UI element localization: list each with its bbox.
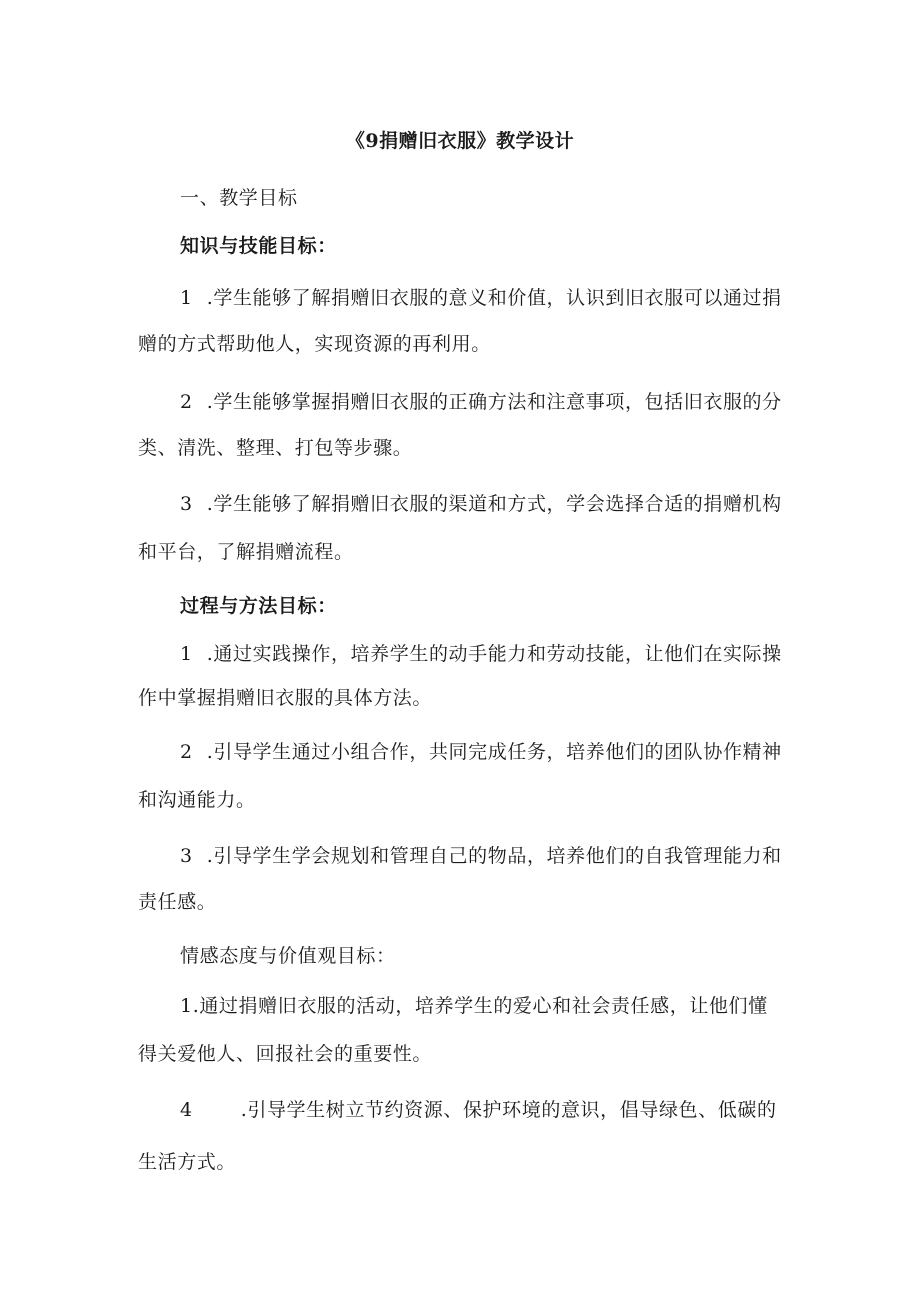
process-item-3-line2: 责任感。 (138, 891, 217, 913)
knowledge-item-1-line1 (180, 284, 782, 312)
knowledge-item-2-line2: 类、清洗、整理、打包等步骤。 (138, 437, 413, 459)
knowledge-item-3-line2: 和平台，了解捐赠流程。 (138, 541, 354, 563)
item-number: 3 (180, 493, 193, 515)
document-title: 《9捐赠旧衣服》教学设计 (345, 130, 575, 152)
process-item-3-line1 (180, 842, 782, 870)
item-number: 2 (180, 741, 193, 763)
process-item-1-line1 (180, 640, 782, 668)
item-number: 3 (180, 845, 193, 867)
item-number: 1 (180, 287, 193, 309)
item-text: .引导学生通过小组合作，共同完成任务，培养他们的团队协作精神 (206, 741, 782, 763)
knowledge-item-1-line2: 赠的方式帮助他人，实现资源的再利用。 (138, 333, 491, 355)
item-number: 1 (180, 643, 193, 665)
item-text: .通过实践操作，培养学生的动手能力和劳动技能，让他们在实际操 (206, 643, 782, 665)
emotion-item-2-line1 (180, 1096, 777, 1124)
process-item-1-line2: 作中掌握捐赠旧衣服的具体方法。 (138, 687, 433, 709)
knowledge-item-3-line1 (180, 490, 782, 518)
knowledge-skills-heading: 知识与技能目标： (180, 235, 337, 257)
item-number: 2 (180, 391, 193, 413)
section-heading-objectives: 一、教学目标 (180, 187, 298, 209)
item-text: .学生能够了解捐赠旧衣服的渠道和方式，学会选择合适的捐赠机构 (206, 493, 782, 515)
item-number: 4 (180, 1099, 193, 1121)
knowledge-item-2-line1 (180, 388, 782, 416)
item-number: 1. (180, 995, 200, 1017)
item-text: 通过捐赠旧衣服的活动，培养学生的爱心和社会责任感，让他们懂 (199, 995, 768, 1017)
item-text: .学生能够掌握捐赠旧衣服的正确方法和注意事项，包括旧衣服的分 (206, 391, 782, 413)
emotion-item-1-line1 (180, 992, 768, 1020)
item-text: .学生能够了解捐赠旧衣服的意义和价值，认识到旧衣服可以通过捐 (206, 287, 782, 309)
process-methods-heading: 过程与方法目标： (180, 595, 337, 617)
emotion-item-1-line2: 得关爱他人、回报社会的重要性。 (138, 1043, 433, 1065)
item-text: .引导学生学会规划和管理自己的物品，培养他们的自我管理能力和 (206, 845, 782, 867)
emotion-item-2-line2: 生活方式。 (138, 1151, 237, 1173)
emotion-values-heading: 情感态度与价值观目标： (180, 945, 396, 967)
process-item-2-line2: 和沟通能力。 (138, 789, 256, 811)
item-text: .引导学生树立节约资源、保护环境的意识，倡导绿色、低碳的 (240, 1099, 777, 1121)
process-item-2-line1 (180, 738, 782, 766)
